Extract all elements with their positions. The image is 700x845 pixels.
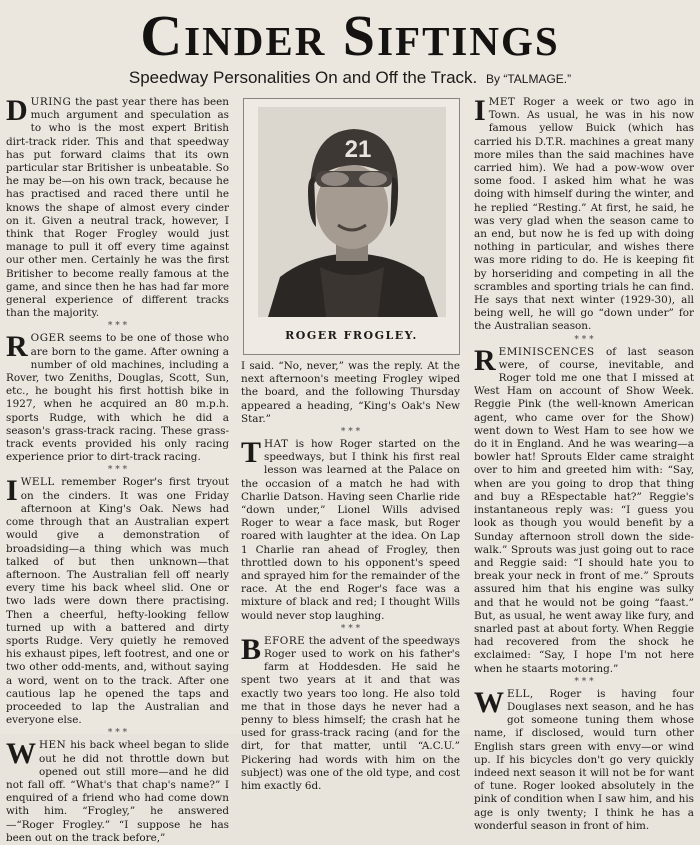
byline: By “TALMAGE.” [486, 72, 572, 86]
paragraph [241, 632, 460, 793]
article-column-3 [474, 94, 694, 832]
lead-word: WELL [20, 476, 55, 489]
paragraph [241, 438, 460, 623]
paragraph [6, 476, 229, 727]
drop-cap: T [241, 436, 262, 470]
paragraph-text: the advent of the speedways Roger used to work on his father's farm at Hoddesden. He said he spent two years at it and that was exactly two years too long. He also told me that in those days he never had a penny to bless himself; the crash hat he used for grass-track racing (and for the dirt, for that matter, until “A.C.U.” Pickering had words with him on the subject) was one of the old type, and cost him exactly 6d. [241, 634, 460, 793]
paragraph [474, 685, 694, 833]
paragraph-text: I said. “No, never,” was the reply. At the next afternoon's meeting Frogley wiped the board, and the following Thursday appeared a heading, “King's Oak's New Star.” [241, 360, 460, 425]
helmet-number: 21 [344, 136, 372, 163]
rider-portrait [258, 107, 446, 317]
lead-word: MET [488, 96, 516, 108]
page-title: Cinder Siftings [140, 3, 560, 68]
drop-cap: I [6, 474, 18, 508]
lead-word: ELL, [507, 687, 534, 700]
paragraph [6, 96, 229, 320]
article-column-1 [6, 94, 229, 844]
drop-cap: B [241, 632, 262, 666]
paragraph-text: is how Roger started on the speedways, but I think his first real lesson was learned at the Palace on the occasion of a match he had with Charlie Datson. Having seen Charlie ride “down under,” Lionel Wills advised Roger to wear a face mask, but Roger roared with laughter at the idea. On Lap 1 Charlie ran ahead of Frogley, then throttled down to his opponent's speed and sprayed him for the remainder of the race. At the end Roger's face was a mixture of black and red; I thought Wills would never stop laughing. [241, 438, 460, 622]
photo-box [243, 98, 460, 355]
drop-cap: W [6, 737, 36, 771]
separator: * * * [107, 728, 128, 739]
drop-cap: R [6, 330, 28, 364]
subtitle-text: Speedway Personalities On and Off the Track. [128, 68, 478, 87]
paragraph-text: remember Roger's first tryout on the cinders. It was one Friday afternoon at King's Oak. News had come through that an Australian expert would give a demonstration of broadsiding—a thing which was much talked of but then unknown—that afternoon. The Australian fell off nearly every time his back wheel slid. One or two lads were down there practising. Then a cheerful, hefty-looking fellow turned up with a battered and dirty sports Rudge. Very quietly he removed his exhaust pipes, left footrest, and one or two other odd-ments, and, without saying a word, went on to the track. After one cautious lap he opened the taps and proceeded to lap the Australian and everyone else. [6, 476, 229, 727]
paragraph-text: Roger a week or two ago in Town. As usual, he was in his now famous yellow Buick (which has carried his D.T.R. machines a great many more miles than the said machines have carried him). We had a pow-wow over some food. I asked him what he was doing with himself during the winter, and he replied “Resting.” At first, he said, he was very glad when the season came to an end, but now he is fed up with doing nothing in particular, and wishes there was more riding to do. He is keeping fit by horseriding and competing in all the scrambles and sporting trials he can find. He says that next winter (1929-30), all being well, he will go “down under” for the Australian season. [474, 96, 694, 333]
drop-cap: R [474, 343, 496, 377]
separator: * * * [340, 623, 361, 634]
lead-word: OGER [30, 332, 65, 345]
rider-portrait-image [258, 107, 446, 317]
separator: * * * [574, 334, 594, 345]
paragraph-text: of last season were, of course, inevitable, and Roger told me one that I missed at West Ham on account of Show Week. Reggie Pink (the well-known American agent, who came over for the Show) went down to West Ham to see how we do it in England. And he was wearing—a bowler hat! Sprouts Elder came straight over to him and greeted him with: “Say, when are you going to drop that thing and buy a REspectable hat?” Reggie's instantaneous reply was: “I guess you look as though you would benefit by a Sunday afternoon stroll down the side-walk.” Sprouts was just going out to race and Reggie said: “I should hate you to break your neck in front of me.” Sprouts assured him that his engine was sulky and that he would not be going “faast.” But, as usual, he went away like fury, and snarled past at about forty. When Reggie had recovered from the shock he exclaimed: “Say, I hope I'm not here when he staarts motoring.” [474, 345, 694, 675]
drop-cap: W [474, 685, 504, 719]
paragraph-text: the past year there has been much argument and speculation as to who is the most expert British dirt-track rider. This and that speedway has put forward claims that its own particular star Britisher is unbeatable. So he may be—on his own track, because he has practised and raced there until he knows the shape of almost every cinder on it. Given a neutral track, however, I think that Roger Frogley would just manage to pull it off every time against our other men. Certainly he was the first Britisher to become really famous at the game, and since then he has had far more general experience of different tracks than the majority. [6, 96, 229, 320]
separator: * * * [574, 676, 594, 687]
separator: * * * [107, 465, 128, 476]
separator: * * * [340, 427, 361, 438]
lead-word: HEN [39, 739, 67, 752]
paragraph [6, 332, 229, 464]
paragraph-text: Roger is having four Douglases next season, and he has got someone tuning them whose name, if disclosed, would turn other English stars green with envy—or wind up. If his bicycles don't go very quickly indeed next season it will not be for want of tune. Roger looked absolutely in the pink of condition when I saw him, and his age is only twenty; I think he has a wonderful season in front of him. [474, 687, 694, 832]
paragraph-text: seems to be one of those who are born to the game. After owning a number of old machines, including a Rover, two Zeniths, Douglas, Scott, Sun, etc., he bought his first hottish bike in 1927, when he acquired an 80 m.p.h. sports Rudge, with which he did a season's grass-track racing. These grass-track events provided his only racing experience prior to dirt-track racing. [6, 332, 229, 464]
drop-cap: D [6, 94, 28, 127]
lead-word: HAT [264, 438, 289, 451]
lead-word: EMINISCENCES [498, 345, 595, 358]
drop-cap: I [474, 94, 486, 127]
separator: * * * [107, 321, 128, 332]
page-subtitle [0, 68, 700, 88]
article-column-2 [241, 360, 460, 793]
paragraph [474, 343, 694, 676]
lead-word: EFORE [264, 634, 306, 647]
photo-caption: ROGER FROGLEY. [285, 329, 418, 342]
paragraph [6, 739, 229, 845]
lead-word: URING [30, 96, 72, 108]
paragraph-text: his back wheel began to slide out he did not throttle down but opened out still more—and he did not fall off. “What's that chap's name?” I enquired of a friend who had come down with him. “Frogley,” he answered—“Roger Frogley.” “I suppose he has been out on the track before,” [6, 739, 229, 844]
paragraph [474, 96, 694, 334]
paragraph [241, 360, 460, 426]
